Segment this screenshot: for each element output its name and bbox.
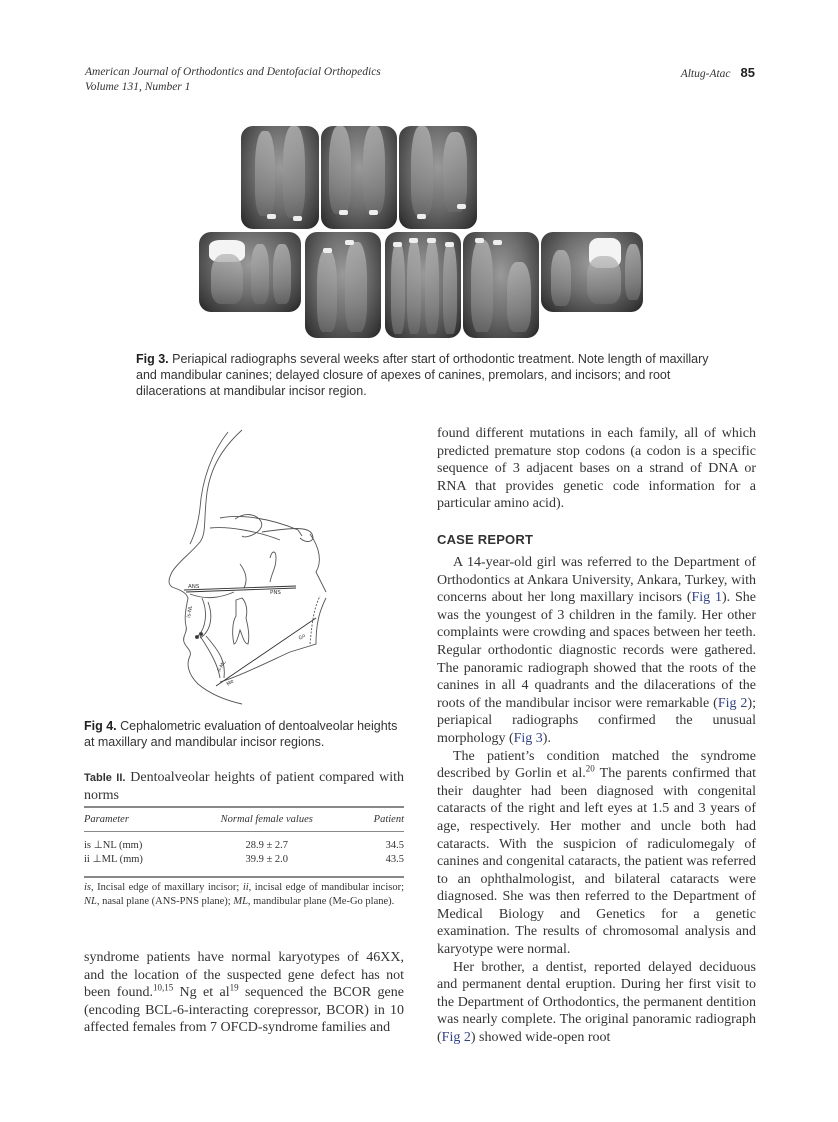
header-parameter: Parameter [84,814,129,825]
text: The patient’s condition matched the syndrome described by Gorlin et al. [437,748,756,782]
author-page [681,65,755,82]
journal-title: American Journal of Orthodontics and Dentofacial Orthopedics [85,66,381,78]
figure-3-radiographs [199,126,643,338]
text: A 14-year-old girl was referred to the Department of Orthodontics at Ankara University, Ankara, Turkey, with concerns about her long maxillary incisors ( [437,555,756,606]
paragraph [84,949,404,1037]
figure-link-fig2[interactable]: Fig 2 [441,1030,471,1046]
right-column-body [437,554,756,1047]
radiograph-upper-left [399,126,477,229]
header-patient: Patient [373,814,404,825]
table-header-row [84,807,404,832]
cell-parameter: is ⊥NL (mm) [84,840,143,851]
footnote-text: , mandibular plane (Me-Go plane). [247,896,395,907]
table-row [84,852,404,871]
radiograph-lower-left-canine [463,232,539,338]
figure-3-label: Fig 3. [136,352,169,366]
svg-text:PNS: PNS [270,590,281,596]
paragraph [437,748,756,959]
table-2-title [84,769,404,804]
radiograph-upper-right [241,126,319,229]
radiograph-upper-incisors [321,126,397,229]
header-normal-values: Normal female values [220,814,313,825]
table-2-footnote [84,876,404,909]
reference-citation[interactable]: 20 [585,763,595,774]
author-name: Altug-Atac [680,68,731,80]
left-column-body [84,949,404,1037]
text: ). She was the youngest of 3 children in the family. Her other complaints were crowding and spaces between her teeth. Regular orthodontic diagnostic records were gathered. The panoramic radiograph showed that the roots of the canines in all 4 quadrants and the dilacerations of the roots of the mandibular incisor were remarkable ( [437,590,756,711]
table-row [84,832,404,853]
abbr-ii: ii [242,882,249,893]
text: Ng et al [173,985,230,1001]
text: ). [542,730,551,746]
cell-normal-value: 28.9 ± 2.7 [245,839,289,851]
page-number: 85 [740,65,755,80]
radiograph-lower-right-molar [199,232,301,312]
svg-text:Go: Go [297,632,307,642]
running-head [85,65,755,95]
text: ) showed wide-open root [470,1030,611,1046]
figure-link-fig3[interactable]: Fig 3 [513,730,543,746]
footnote-text: , Incisal edge of maxillary incisor; [91,882,243,893]
svg-text:ANS: ANS [188,584,200,590]
text: syndrome patients have normal karyotypes of 46XX, and the location of the suspected gene defect has not been found. [84,950,404,1001]
text: sequenced the BCOR gene (encoding BCL-6-interacting corepressor, BCOR) in 10 affected females from 7 OFCD-syndrome families and [84,985,404,1036]
abbr-is: is [84,882,92,893]
svg-text:Me: Me [225,678,236,688]
figure-link-fig2[interactable]: Fig 2 [717,695,748,711]
section-heading-case-report: CASE REPORT [437,532,534,547]
cell-patient-value: 34.5 [385,839,404,851]
figure-3-caption-text: Periapical radiographs several weeks after start of orthodontic treatment. Note length of maxillary and mandibular canines; delayed closure of apexes of canines, premolars, and incisors; and root dilacerations at mandibular incisor region. [136,352,709,398]
figure-4-caption [84,718,406,750]
text: ); periapical radiographs confirmed the unusual morphology ( [437,695,756,746]
text: Her brother, a dentist, reported delayed deciduous and permanent dental eruption. During her first visit to the Department of Orthodontics, the permanent dentition was nearly complete. The original panoramic radiograph ( [437,959,756,1046]
text: The parents confirmed that their daughter had been diagnosed with congenital cataracts of the right and left eyes at 1.5 and 3 years of age, respectively. Her mother and uncle both had cataracts. With the suspicion of radiculomegaly of canines and congenital cataracts, the patient was referred to an ophthalmologist, and bilateral cataracts were diagnosed. She was then referred to the Department of Medical Biology and Genetics for a genetic examination. The results of chromosomal analysis and karyotype were normal. [437,766,756,958]
figure-3-caption [136,351,726,399]
cell-normal-value: 39.9 ± 2.0 [245,853,289,865]
footnote-text: , incisal edge of mandibular incisor; [248,882,404,893]
radiograph-lower-incisors [385,232,461,338]
cell-patient-value: 43.5 [385,853,404,865]
radiograph-lower-right-canine [305,232,381,338]
abbr-ml: ML [233,896,248,907]
radiograph-lower-left-molar [541,232,643,312]
figure-4-cephalometric-tracing [150,422,420,712]
table-2-label: Table II. [84,772,126,784]
figure-link-fig1[interactable]: Fig 1 [691,590,722,606]
paragraph [437,959,756,1047]
abbr-nl: NL [84,896,97,907]
journal-volume: Volume 131, Number 1 [85,81,191,93]
figure-4-caption-text: Cephalometric evaluation of dentoalveolar heights at maxillary and mandibular incisor regions. [84,719,398,749]
svg-text:ii-ML: ii-ML [216,659,228,673]
paragraph: found different mutations in each family, all of which predicted premature stop codons (a codon is a specific sequence of 3 adjacent bases on a strand of DNA or RNA that provides genetic code information for a particular amino acid). [437,426,756,512]
reference-citation[interactable]: 19 [229,982,239,993]
table-2-title-text: Dentoalveolar heights of patient compared with norms [84,770,404,803]
paragraph [437,554,756,748]
table-2 [84,806,404,871]
figure-4-label: Fig 4. [84,719,117,733]
footnote-text: , nasal plane (ANS-PNS plane); [96,896,234,907]
svg-text:is-NL: is-NL [186,605,195,619]
cell-parameter: ii ⊥ML (mm) [84,854,143,865]
right-column-continuation [437,425,756,513]
reference-citation[interactable]: 10,15 [152,982,174,993]
